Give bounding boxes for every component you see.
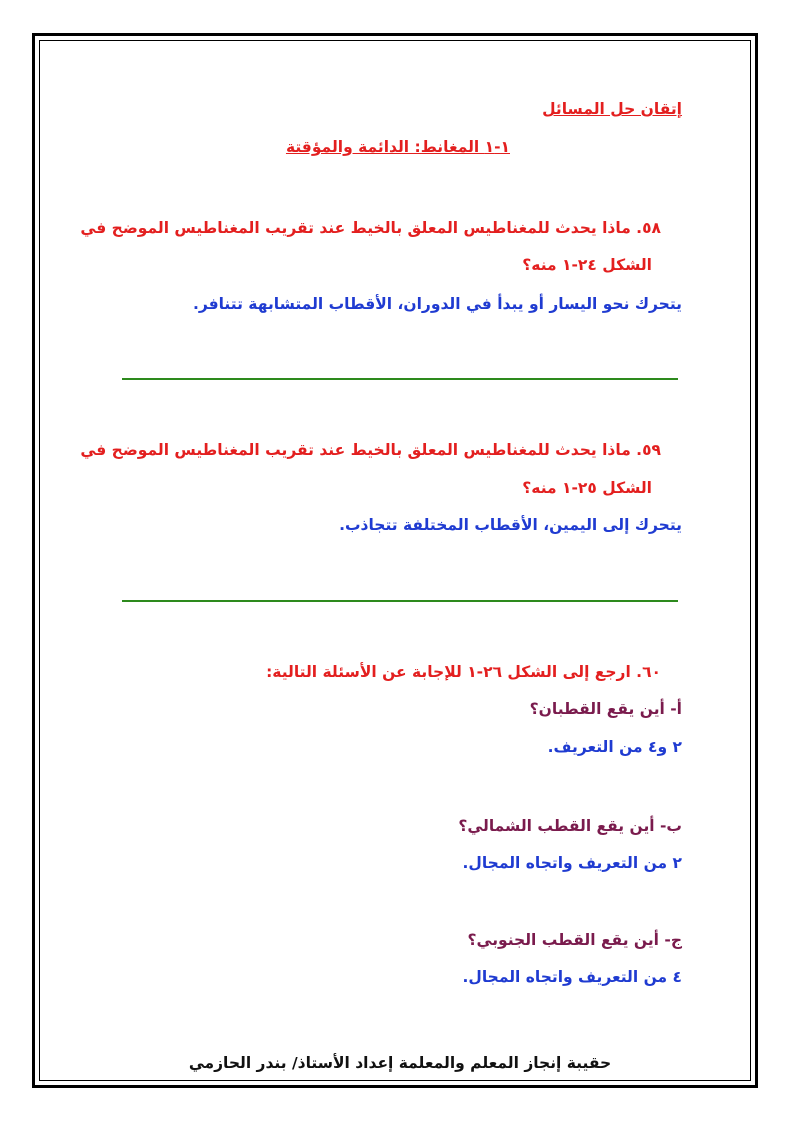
q60-part-c-answer: ٤ من التعريف واتجاه المجال. [462, 968, 682, 986]
page-heading: إتقان حل المسائل [542, 100, 682, 118]
q58-question-line2: الشكل ٢٤-١ منه؟ [522, 256, 652, 274]
q60-part-a-question: أ- أين يقع القطبان؟ [529, 700, 682, 718]
q58-question-line1: ٥٨. ماذا يحدث للمغناطيس المعلق بالخيط عند تقريب المغناطيس الموضح في [80, 219, 661, 237]
divider-1 [122, 378, 678, 380]
section-subheading: ١-١ المغانط: الدائمة والمؤقتة [285, 138, 510, 156]
page-border-inner [39, 40, 751, 1081]
q59-question-line1: ٥٩. ماذا يحدث للمغناطيس المعلق بالخيط عند تقريب المغناطيس الموضح في [80, 441, 661, 459]
q58-answer: يتحرك نحو اليسار أو يبدأ في الدوران، الأقطاب المتشابهة تتنافر. [192, 295, 682, 313]
q59-answer: يتحرك إلى اليمين، الأقطاب المختلفة تتجاذب. [339, 516, 682, 534]
q60-part-b-answer: ٢ من التعريف واتجاه المجال. [462, 854, 682, 872]
q60-question: ٦٠. ارجع إلى الشكل ٢٦-١ للإجابة عن الأسئلة التالية: [266, 663, 661, 681]
q60-part-c-question: ج- أين يقع القطب الجنوبي؟ [467, 931, 682, 949]
q60-part-a-answer: ٢ و٤ من التعريف. [547, 738, 682, 756]
q59-question-line2: الشكل ٢٥-١ منه؟ [522, 479, 652, 497]
page-footer: حقيبة إنجاز المعلم والمعلمة إعداد الأستاذ/ بندر الحازمي [188, 1054, 612, 1072]
divider-2 [122, 600, 678, 602]
q60-part-b-question: ب- أين يقع القطب الشمالي؟ [458, 817, 682, 835]
